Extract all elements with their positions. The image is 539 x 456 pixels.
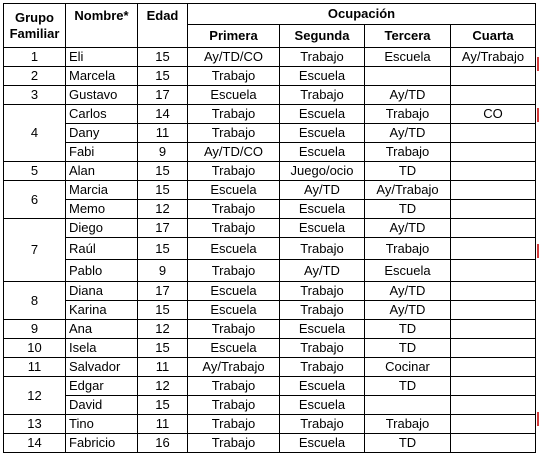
cell-edad: 9 xyxy=(138,260,188,282)
cell-cuarta xyxy=(451,86,536,105)
cell-edad: 15 xyxy=(138,181,188,200)
cell-cuarta xyxy=(451,162,536,181)
cell-edad: 11 xyxy=(138,415,188,434)
cell-primera: Trabajo xyxy=(188,162,280,181)
cell-primera: Trabajo xyxy=(188,200,280,219)
cell-segunda: Trabajo xyxy=(280,238,365,260)
cell-tercera xyxy=(365,67,451,86)
table-row xyxy=(4,377,536,396)
cell-segunda: Trabajo xyxy=(280,282,365,301)
cell-segunda: Escuela xyxy=(280,143,365,162)
table-row xyxy=(4,320,536,339)
cell-tercera: Trabajo xyxy=(365,238,451,260)
header-grupo-line2: Familiar xyxy=(9,25,60,41)
cell-edad: 15 xyxy=(138,238,188,260)
cell-segunda: Escuela xyxy=(280,396,365,415)
cell-primera: Escuela xyxy=(188,238,280,260)
cell-segunda: Escuela xyxy=(280,219,365,238)
cell-segunda: Juego/ocio xyxy=(280,162,365,181)
cell-cuarta: CO xyxy=(451,105,536,124)
cell-segunda: Ay/TD xyxy=(280,181,365,200)
cell-nombre: Tino xyxy=(66,415,138,434)
cell-nombre: Gustavo xyxy=(66,86,138,105)
cell-primera: Trabajo xyxy=(188,396,280,415)
cell-nombre: Dany xyxy=(66,124,138,143)
cell-tercera: Ay/TD xyxy=(365,86,451,105)
cell-grupo: 9 xyxy=(4,320,66,339)
cell-segunda: Trabajo xyxy=(280,301,365,320)
header-grupo-line1: Grupo xyxy=(15,9,54,25)
cell-cuarta xyxy=(451,282,536,301)
cell-cuarta xyxy=(451,181,536,200)
cell-cuarta xyxy=(451,320,536,339)
cell-cuarta xyxy=(451,434,536,453)
cell-nombre: Alan xyxy=(66,162,138,181)
header-primera: Primera xyxy=(188,25,280,48)
cell-segunda: Escuela xyxy=(280,200,365,219)
cell-tercera: Trabajo xyxy=(365,105,451,124)
cell-tercera xyxy=(365,396,451,415)
cell-grupo: 13 xyxy=(4,415,66,434)
cell-segunda: Escuela xyxy=(280,124,365,143)
table-row xyxy=(4,415,536,434)
cell-grupo: 1 xyxy=(4,48,66,67)
table-row xyxy=(4,181,536,200)
cell-primera: Trabajo xyxy=(188,124,280,143)
cell-nombre: Diana xyxy=(66,282,138,301)
cell-primera: Escuela xyxy=(188,339,280,358)
cell-tercera: TD xyxy=(365,320,451,339)
cell-edad: 11 xyxy=(138,124,188,143)
cell-cuarta xyxy=(451,260,536,282)
cell-cuarta xyxy=(451,219,536,238)
cell-tercera: TD xyxy=(365,377,451,396)
cell-tercera: Trabajo xyxy=(365,415,451,434)
table-row xyxy=(4,200,536,219)
table-row xyxy=(4,48,536,67)
cell-grupo: 10 xyxy=(4,339,66,358)
cell-grupo: 5 xyxy=(4,162,66,181)
cell-grupo: 6 xyxy=(4,181,66,219)
cell-primera: Escuela xyxy=(188,301,280,320)
cell-cuarta xyxy=(451,415,536,434)
table-row xyxy=(4,339,536,358)
cell-primera: Trabajo xyxy=(188,434,280,453)
cell-cuarta xyxy=(451,396,536,415)
cell-grupo: 12 xyxy=(4,377,66,415)
header-edad: Edad xyxy=(138,4,188,48)
cell-primera: Trabajo xyxy=(188,67,280,86)
cell-segunda: Trabajo xyxy=(280,48,365,67)
cell-segunda: Escuela xyxy=(280,434,365,453)
cell-nombre: Isela xyxy=(66,339,138,358)
cell-edad: 16 xyxy=(138,434,188,453)
cell-nombre: Pablo xyxy=(66,260,138,282)
cell-primera: Ay/Trabajo xyxy=(188,358,280,377)
table-row xyxy=(4,67,536,86)
cell-tercera: Ay/TD xyxy=(365,124,451,143)
table-row xyxy=(4,434,536,453)
header-tercera: Tercera xyxy=(365,25,451,48)
cell-primera: Ay/TD/CO xyxy=(188,143,280,162)
cell-tercera: Ay/TD xyxy=(365,301,451,320)
cell-segunda: Trabajo xyxy=(280,415,365,434)
cell-tercera: Ay/TD xyxy=(365,282,451,301)
cell-segunda: Trabajo xyxy=(280,86,365,105)
cell-nombre: Eli xyxy=(66,48,138,67)
cell-edad: 12 xyxy=(138,200,188,219)
cell-primera: Trabajo xyxy=(188,415,280,434)
header-nombre: Nombre* xyxy=(66,4,138,48)
cell-nombre: Carlos xyxy=(66,105,138,124)
cell-nombre: Salvador xyxy=(66,358,138,377)
header-segunda: Segunda xyxy=(280,25,365,48)
cell-edad: 15 xyxy=(138,162,188,181)
cell-grupo: 8 xyxy=(4,282,66,320)
cell-nombre: Karina xyxy=(66,301,138,320)
table-row xyxy=(4,396,536,415)
cell-edad: 9 xyxy=(138,143,188,162)
table-row xyxy=(4,86,536,105)
cell-edad: 15 xyxy=(138,339,188,358)
cell-segunda: Trabajo xyxy=(280,358,365,377)
cell-tercera: Escuela xyxy=(365,48,451,67)
cell-edad: 12 xyxy=(138,320,188,339)
cell-grupo: 14 xyxy=(4,434,66,453)
cell-primera: Trabajo xyxy=(188,219,280,238)
cell-segunda: Escuela xyxy=(280,105,365,124)
table-row xyxy=(4,260,536,282)
cell-nombre: Raúl xyxy=(66,238,138,260)
cell-edad: 14 xyxy=(138,105,188,124)
cell-tercera: Cocinar xyxy=(365,358,451,377)
cell-primera: Escuela xyxy=(188,282,280,301)
cell-segunda: Trabajo xyxy=(280,339,365,358)
cell-edad: 17 xyxy=(138,86,188,105)
occupation-table xyxy=(3,3,536,453)
cell-nombre: Fabi xyxy=(66,143,138,162)
cell-primera: Escuela xyxy=(188,181,280,200)
table-row xyxy=(4,301,536,320)
table-row xyxy=(4,219,536,238)
cell-tercera: Escuela xyxy=(365,260,451,282)
cell-grupo: 3 xyxy=(4,86,66,105)
cell-edad: 12 xyxy=(138,377,188,396)
cell-edad: 15 xyxy=(138,301,188,320)
cell-tercera: TD xyxy=(365,434,451,453)
cell-tercera: TD xyxy=(365,339,451,358)
cell-nombre: Memo xyxy=(66,200,138,219)
cell-cuarta xyxy=(451,339,536,358)
cell-primera: Trabajo xyxy=(188,377,280,396)
cell-tercera: Ay/TD xyxy=(365,219,451,238)
table-row xyxy=(4,124,536,143)
cell-cuarta xyxy=(451,143,536,162)
table-row xyxy=(4,358,536,377)
cell-nombre: David xyxy=(66,396,138,415)
cell-edad: 15 xyxy=(138,48,188,67)
cell-cuarta xyxy=(451,124,536,143)
cell-edad: 15 xyxy=(138,67,188,86)
cell-primera: Trabajo xyxy=(188,260,280,282)
cell-cuarta xyxy=(451,67,536,86)
cell-segunda: Escuela xyxy=(280,67,365,86)
cell-nombre: Ana xyxy=(66,320,138,339)
cell-edad: 15 xyxy=(138,396,188,415)
cell-nombre: Marcia xyxy=(66,181,138,200)
cell-edad: 11 xyxy=(138,358,188,377)
header-cuarta: Cuarta xyxy=(451,25,536,48)
cell-cuarta xyxy=(451,358,536,377)
cell-segunda: Escuela xyxy=(280,377,365,396)
cell-nombre: Diego xyxy=(66,219,138,238)
cell-nombre: Fabricio xyxy=(66,434,138,453)
cell-tercera: TD xyxy=(365,200,451,219)
cell-edad: 17 xyxy=(138,219,188,238)
cell-cuarta: Ay/Trabajo xyxy=(451,48,536,67)
table-row xyxy=(4,282,536,301)
cell-cuarta xyxy=(451,301,536,320)
table-row xyxy=(4,105,536,124)
cell-tercera: TD xyxy=(365,162,451,181)
table-row xyxy=(4,162,536,181)
cell-edad: 17 xyxy=(138,282,188,301)
cell-primera: Trabajo xyxy=(188,320,280,339)
table-row xyxy=(4,143,536,162)
cell-nombre: Edgar xyxy=(66,377,138,396)
cell-grupo: 7 xyxy=(4,219,66,282)
header-ocupacion: Ocupación xyxy=(188,4,536,25)
table-row xyxy=(4,238,536,260)
cell-tercera: Ay/Trabajo xyxy=(365,181,451,200)
header-grupo-familiar xyxy=(4,4,66,48)
cell-cuarta xyxy=(451,238,536,260)
cell-primera: Ay/TD/CO xyxy=(188,48,280,67)
cell-primera: Trabajo xyxy=(188,105,280,124)
cell-primera: Escuela xyxy=(188,86,280,105)
cell-grupo: 11 xyxy=(4,358,66,377)
cell-cuarta xyxy=(451,377,536,396)
table-body xyxy=(4,48,536,453)
cell-nombre: Marcela xyxy=(66,67,138,86)
cell-segunda: Escuela xyxy=(280,320,365,339)
cell-grupo: 4 xyxy=(4,105,66,162)
cell-grupo: 2 xyxy=(4,67,66,86)
cell-segunda: Ay/TD xyxy=(280,260,365,282)
cell-cuarta xyxy=(451,200,536,219)
cell-tercera: Trabajo xyxy=(365,143,451,162)
